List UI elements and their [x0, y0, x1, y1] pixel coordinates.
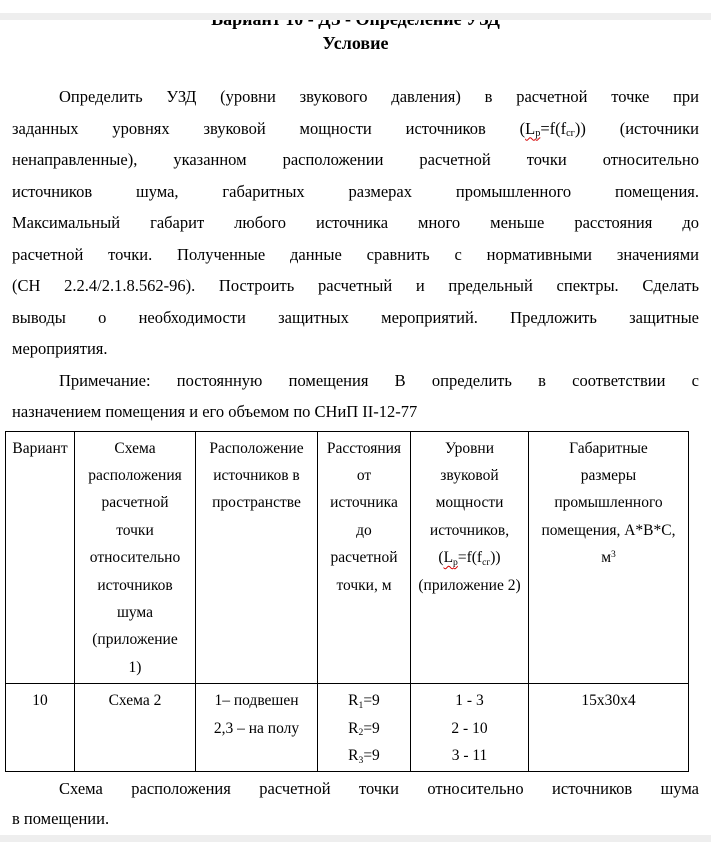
problem-statement: [0, 81, 711, 428]
unit-symbol: м: [601, 549, 611, 567]
formula-open-paren: (: [519, 118, 526, 138]
distance-line: $R_1=9$: [348, 692, 380, 711]
note-line: Примечание: постоянную помещения В определить в соответствии с: [59, 370, 699, 390]
cell-line: 2,3 – на полу: [213, 719, 300, 737]
header-distance: [318, 431, 411, 684]
header-dimensions: [529, 431, 689, 684]
header-cell-line: размеры: [580, 466, 637, 484]
sound-power-formula: [438, 549, 500, 566]
paragraph-line: источников шума, габаритных размерах промышленного помещения.: [12, 181, 699, 201]
formula-subscript: р: [535, 128, 541, 140]
table-data-row: [6, 684, 689, 772]
header-cell-line: расположения: [88, 466, 182, 484]
formula-function: =f(f: [540, 118, 567, 138]
header-cell-line: от: [356, 466, 372, 484]
cell-variant: [6, 684, 75, 772]
note-line: назначением помещения и его объемом по СНиП II-12-77: [12, 402, 418, 421]
paragraph-line: выводы о необходимости защитных мероприятий. Предложить защитные: [12, 307, 699, 327]
header-cell-line: расчетной: [330, 549, 398, 567]
header-unit-line: [531, 544, 686, 571]
figure-caption: [0, 774, 711, 834]
cell-distances: [318, 684, 411, 772]
header-cell-line: Вариант: [12, 439, 68, 457]
cell-placement: [196, 684, 318, 772]
header-cell-line: Расстояния: [326, 439, 402, 457]
header-cell-line: промышленного: [554, 494, 663, 512]
paragraph-line: Определить УЗД (уровни звукового давления) в расчетной точке при: [59, 87, 699, 106]
spellcheck-underlined-term: [444, 549, 458, 566]
unit-superscript: 3: [611, 548, 616, 560]
paragraph-text: заданных уровнях звуковой мощности источников: [12, 118, 520, 138]
header-cell-line: звуковой: [440, 466, 499, 484]
formula-arg-subscript: сг: [566, 128, 575, 140]
paragraph-line: Максимальный габарит любого источника много меньше расстояния до: [12, 213, 699, 232]
header-cell-line: точки, м: [336, 576, 392, 594]
caption-line: Схема расположения расчетной точки относительно источников шума: [59, 779, 699, 799]
caption-line: в помещении.: [12, 809, 110, 829]
paragraph-line: ненаправленные), указанном расположении расчетной точки относительно: [12, 150, 699, 169]
spellcheck-underlined-term: [525, 119, 540, 138]
document-page: [0, 7, 711, 842]
paragraph-text: (источники: [585, 118, 699, 138]
cell-schema: [75, 684, 196, 772]
header-cell-line: точки: [116, 521, 154, 539]
cell-line: 3 - 11: [451, 746, 488, 764]
header-cell-line: Габаритные: [569, 439, 648, 457]
title-line-2: Условие: [322, 33, 389, 53]
header-formula-line: [413, 544, 526, 571]
header-sound-power: [411, 431, 529, 684]
header-cell-line: относительно: [89, 549, 181, 567]
paragraph-line-with-formula: [12, 113, 699, 145]
page-bottom-edge: [0, 835, 711, 842]
header-cell-line: Расположение: [209, 439, 304, 457]
header-schema: [75, 431, 196, 684]
header-cell-line: источника: [330, 494, 398, 512]
sound-power-formula: [520, 119, 586, 138]
header-cell-line: (приложение: [92, 631, 178, 649]
formula-symbol: L: [443, 549, 454, 567]
header-cell-line: шума: [116, 603, 154, 621]
table-header-row: [6, 431, 689, 684]
header-cell-line: источников,: [429, 521, 510, 539]
header-cell-line: Схема: [114, 439, 156, 457]
cell-line: Схема 2: [108, 692, 162, 710]
formula-close-paren: )): [574, 118, 586, 138]
header-cell-line: пространстве: [212, 494, 301, 512]
formula-subscript: р: [453, 556, 458, 568]
paragraph-line: расчетной точки. Полученные данные сравнить с нормативными значениями: [12, 244, 699, 264]
cell-line: 2 - 10: [451, 719, 488, 737]
paragraph-last-line: мероприятия.: [12, 339, 108, 358]
paragraph-line: (СН 2.2.4/2.1.8.562-96). Построить расчетный и предельный спектры. Сделать: [12, 276, 699, 295]
cell-line: 1 - 3: [455, 692, 484, 710]
distance-line: $R_3=9$: [348, 746, 380, 766]
formula-symbol: L: [525, 118, 536, 138]
formula-open-paren: (: [438, 549, 444, 567]
cell-line: 10: [32, 692, 48, 710]
conditions-table: [5, 431, 689, 773]
header-cell-line: (приложение 2): [418, 576, 521, 594]
header-cell-line: источников в: [213, 466, 300, 484]
cell-line: 15х30х4: [581, 692, 636, 710]
formula-function: =f(f: [457, 549, 483, 567]
header-cell-line: мощности: [435, 494, 504, 512]
page-top-edge: [0, 13, 711, 20]
cell-levels: [411, 684, 529, 772]
header-cell-line: источников: [97, 576, 173, 594]
header-cell-line: помещения, А*В*С,: [541, 521, 676, 539]
header-cell-line: до: [356, 521, 372, 539]
header-cell-line: Уровни: [444, 439, 495, 457]
formula-arg-subscript: сг: [482, 556, 491, 568]
distance-line: $R_2=9$: [348, 719, 380, 739]
header-variant: [6, 431, 75, 684]
cell-dimensions: [529, 684, 689, 772]
header-placement: [196, 431, 318, 684]
header-cell-line: расчетной: [101, 494, 169, 512]
header-cell-line: 1): [128, 658, 142, 676]
cell-line: 1– подвешен: [214, 692, 299, 710]
formula-close-paren: )): [490, 549, 501, 567]
